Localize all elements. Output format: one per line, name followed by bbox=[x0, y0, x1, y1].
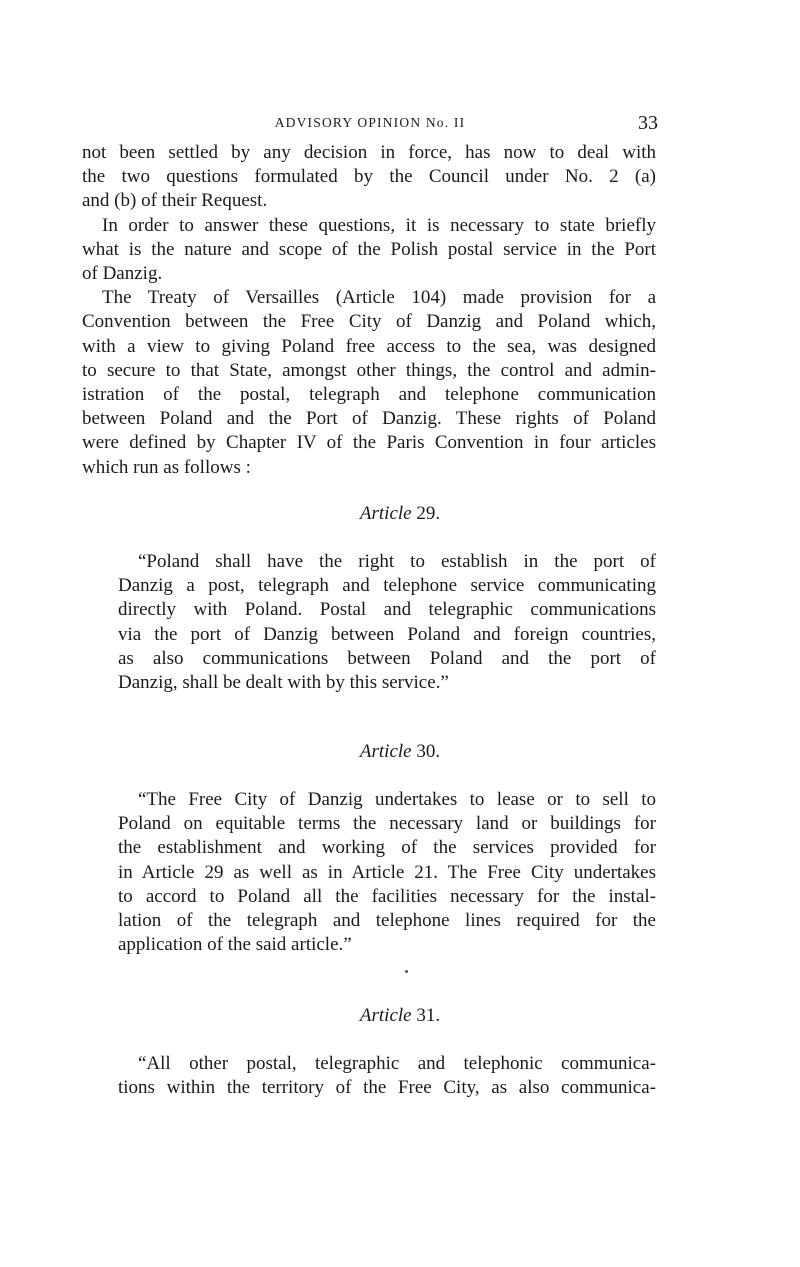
text-line: in Article 29 as well as in Article 21. The Free City undertakes bbox=[118, 861, 656, 883]
article-29-text bbox=[118, 550, 656, 695]
paragraph-questions bbox=[82, 214, 656, 287]
article-31-heading bbox=[0, 1005, 800, 1027]
running-head bbox=[82, 112, 658, 134]
heading-word: Article bbox=[359, 741, 412, 762]
text-line: tions within the territory of the Free City, as also communica- bbox=[118, 1077, 656, 1099]
heading-number: 29. bbox=[416, 503, 441, 524]
running-title: ADVISORY OPINION No. II bbox=[274, 115, 466, 130]
article-30-heading bbox=[0, 741, 800, 763]
text-line: Poland on equitable terms the necessary land or buildings for bbox=[118, 813, 656, 835]
text-line: what is the nature and scope of the Polish postal service in the Port bbox=[82, 238, 656, 260]
text-line: as also communications between Poland and the port of bbox=[118, 647, 656, 669]
text-line: which run as follows : bbox=[82, 456, 251, 478]
paragraph-continuation bbox=[82, 141, 656, 214]
heading-number: 31. bbox=[416, 1005, 441, 1026]
text-line: and (b) of their Request. bbox=[82, 190, 268, 212]
heading-word: Article bbox=[359, 1005, 412, 1026]
page-number: 33 bbox=[638, 112, 658, 134]
paragraph-treaty bbox=[82, 286, 656, 480]
text-line: istration of the postal, telegraph and telephone communication bbox=[82, 383, 656, 405]
text-line: directly with Poland. Postal and telegraphic communications bbox=[118, 599, 656, 621]
text-line: application of the said article.” bbox=[118, 934, 352, 956]
text-line: to secure to that State, amongst other things, the control and admin- bbox=[82, 359, 656, 381]
article-29-heading bbox=[0, 503, 800, 525]
text-line: the two questions formulated by the Council under No. 2 (a) bbox=[82, 166, 656, 188]
text-line: of Danzig. bbox=[82, 262, 163, 284]
text-line: Danzig, shall be dealt with by this service.” bbox=[118, 671, 449, 693]
text-line: “The Free City of Danzig undertakes to lease or to sell to bbox=[138, 789, 656, 810]
text-line: the establishment and working of the services provided for bbox=[118, 837, 656, 859]
text-line: with a view to giving Poland free access to the sea, was designed bbox=[82, 335, 656, 357]
text-line: via the port of Danzig between Poland and foreign countries, bbox=[118, 623, 656, 645]
article-30-text bbox=[118, 788, 656, 957]
text-line: between Poland and the Port of Danzig. These rights of Poland bbox=[82, 408, 656, 430]
text-line: Convention between the Free City of Danzig and Poland which, bbox=[82, 311, 656, 333]
text-line: were defined by Chapter IV of the Paris Convention in four articles bbox=[82, 432, 656, 454]
text-line: Danzig a post, telegraph and telephone service communicating bbox=[118, 575, 656, 597]
text-line: to accord to Poland all the facilities necessary for the instal- bbox=[118, 885, 656, 907]
article-31-text bbox=[118, 1052, 656, 1100]
text-line: In order to answer these questions, it is necessary to state briefly bbox=[102, 214, 656, 236]
text-line: “Poland shall have the right to establish in the port of bbox=[138, 551, 656, 572]
text-line: “All other postal, telegraphic and telephonic communica- bbox=[138, 1053, 656, 1074]
text-line: The Treaty of Versailles (Article 104) made provision for a bbox=[102, 287, 656, 309]
print-speck bbox=[405, 970, 408, 973]
heading-number: 30. bbox=[416, 741, 441, 762]
text-line: not been settled by any decision in force, has now to deal with bbox=[82, 142, 656, 163]
text-line: lation of the telegraph and telephone lines required for the bbox=[118, 909, 656, 931]
heading-word: Article bbox=[359, 503, 412, 524]
